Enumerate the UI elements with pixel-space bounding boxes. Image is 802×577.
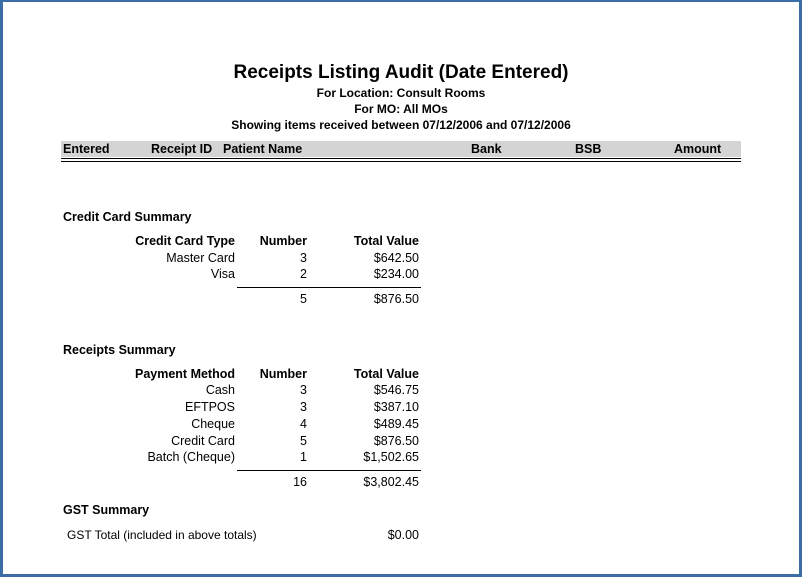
column-patient-name: Patient Name bbox=[223, 142, 303, 156]
cc-row-value: $642.50 bbox=[373, 251, 419, 265]
rs-row-label: Cash bbox=[205, 383, 235, 397]
column-entered: Entered bbox=[63, 142, 110, 156]
cc-row-label: Master Card bbox=[166, 251, 235, 265]
column-bank: Bank bbox=[471, 142, 502, 156]
cc-col-type: Credit Card Type bbox=[135, 234, 235, 248]
rs-col-number: Number bbox=[259, 367, 307, 381]
column-bsb: BSB bbox=[575, 142, 602, 156]
rs-row-number: 5 bbox=[300, 434, 307, 448]
cc-row-number: 3 bbox=[300, 251, 307, 265]
rs-row-label: EFTPOS bbox=[184, 400, 235, 414]
rs-row-value: $876.50 bbox=[373, 434, 419, 448]
receipts-summary-heading: Receipts Summary bbox=[63, 343, 176, 357]
gst-total-value: $0.00 bbox=[387, 528, 419, 542]
cc-total-number: 5 bbox=[300, 292, 307, 306]
rs-col-value: Total Value bbox=[353, 367, 419, 381]
report-range: Showing items received between 07/12/2006 and 07/12/2006 bbox=[231, 118, 571, 132]
column-amount: Amount bbox=[674, 142, 722, 156]
rs-row-number: 3 bbox=[300, 400, 307, 414]
rs-row-number: 1 bbox=[300, 450, 307, 464]
rs-row-label: Cheque bbox=[191, 417, 235, 431]
report-title: Receipts Listing Audit (Date Entered) bbox=[233, 62, 569, 83]
cc-row-label: Visa bbox=[210, 267, 235, 281]
rs-total-value: $3,802.45 bbox=[363, 475, 419, 489]
rs-col-method: Payment Method bbox=[134, 367, 235, 381]
report-location: For Location: Consult Rooms bbox=[316, 86, 486, 100]
cc-col-value: Total Value bbox=[353, 234, 419, 248]
rs-row-value: $489.45 bbox=[373, 417, 419, 431]
gst-total-label: GST Total (included in above totals) bbox=[67, 528, 257, 542]
cc-total-value: $876.50 bbox=[373, 292, 419, 306]
cc-row-value: $234.00 bbox=[373, 267, 419, 281]
rs-total-number: 16 bbox=[293, 475, 307, 489]
rs-row-number: 3 bbox=[300, 383, 307, 397]
gst-summary-heading: GST Summary bbox=[63, 503, 150, 517]
rs-row-value: $1,502.65 bbox=[363, 450, 419, 464]
rs-row-label: Credit Card bbox=[171, 434, 235, 448]
column-receipt-id: Receipt ID bbox=[151, 142, 213, 156]
rs-row-value: $387.10 bbox=[373, 400, 419, 414]
rs-row-number: 4 bbox=[300, 417, 307, 431]
cc-col-number: Number bbox=[259, 234, 307, 248]
rs-row-label: Batch (Cheque) bbox=[147, 450, 235, 464]
report-mo: For MO: All MOs bbox=[354, 102, 448, 116]
rs-row-value: $546.75 bbox=[373, 383, 419, 397]
credit-card-summary-heading: Credit Card Summary bbox=[63, 210, 192, 224]
cc-row-number: 2 bbox=[300, 267, 307, 281]
